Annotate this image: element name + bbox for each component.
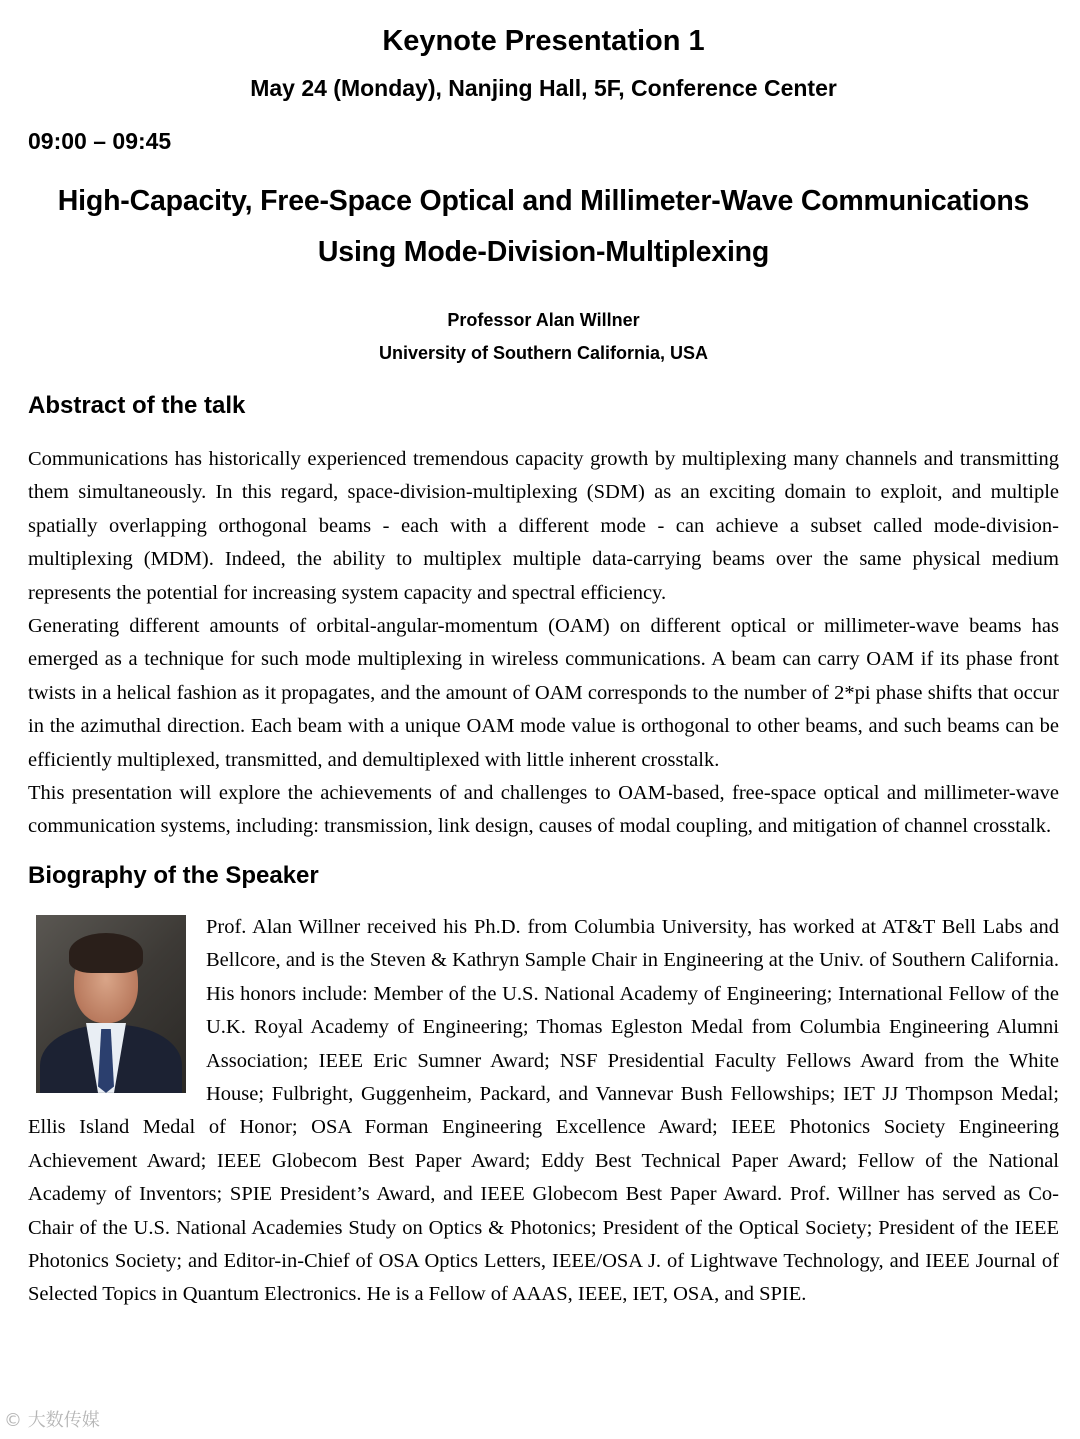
speaker-name: Professor Alan Willner (447, 310, 640, 330)
abstract-paragraph: Generating different amounts of orbital-angular-momentum (OAM) on different optical or millimeter-wave beams has emerged as a technique for such mode multiplexing in wireless communications. A beam can carry OAM if its phase front twists in a helical fashion as it propagates, and the amount of OAM corresponds to the number of 2*pi phase shifts that occur in the azimuthal direction. Each beam with a unique OAM mode value is orthogonal to other beams, and such beams can be efficiently multiplexed, transmitted, and demultiplexed with little inherent crosstalk. (28, 615, 1059, 771)
keynote-page (28, 22, 1059, 1312)
biography-body (28, 911, 1059, 1312)
talk-title (28, 176, 1059, 278)
session-venue: May 24 (Monday), Nanjing Hall, 5F, Conference Center (250, 75, 837, 101)
biography-text: Prof. Alan Willner received his Ph.D. from Columbia University, has worked at AT&T Bell Labs and Bellcore, and is the Steven & Kathryn Sample Chair in Engineering at the Univ. of Southern California. His honors include: Member of the U.S. National Academy of Engineering; International Fellow of the U.K. Royal Academy of Engineering; Thomas Egleston Medal from Columbia Engineering Alumni Association; IEEE Eric Sumner Award; NSF Presidential Faculty Fellows Award from the White House; Fulbright, Guggenheim, Packard, and Vannevar Bush Fellowships; IET JJ Thompson Medal; Ellis Island Medal of Honor; OSA Forman Engineering Excellence Award; IEEE Photonics Society Engineering Achievement Award; IEEE Globecom Best Paper Award; Eddy Best Technical Paper Award; Fellow of the National Academy of Inventors; SPIE President’s Award, and IEEE Globecom Best Paper Award. Prof. Willner has served as Co-Chair of the U.S. National Academies Study on Optics & Photonics; President of the Optical Society; President of the IEEE Photonics Society; and Editor-in-Chief of OSA Optics Letters, IEEE/OSA J. of Lightwave Technology, and IEEE Journal of Selected Topics in Quantum Electronics. He is a Fellow of AAAS, IEEE, IET, OSA, and SPIE. (28, 915, 1059, 1306)
abstract-paragraph: This presentation will explore the achievements of and challenges to OAM-based, free-space optical and millimeter-wave communication systems, including: transmission, link design, causes of modal coupling, and mitigation of channel crosstalk. (28, 782, 1059, 838)
page-title: Keynote Presentation 1 (382, 25, 705, 57)
speaker-portrait-icon (36, 915, 186, 1093)
session-time: 09:00 – 09:45 (28, 128, 172, 154)
speaker-affiliation: University of Southern California, USA (378, 343, 709, 363)
watermark: © 大数传媒 (4, 1410, 100, 1431)
talk-title-line-1: High-Capacity, Free-Space Optical and Millimeter-Wave Communications (57, 185, 1030, 217)
abstract-paragraph: Communications has historically experienced tremendous capacity growth by multiplexing many channels and transmitting them simultaneously. In this regard, space-division-multiplexing (SDM) as an exciting domain to exploit, and multiple spatially overlapping orthogonal beams - each with a different mode - can achieve a subset called mode-division-multiplexing (MDM). Indeed, the ability to multiplex multiple data-carrying beams over the same physical medium represents the potential for increasing system capacity and spectral efficiency. (28, 448, 1059, 604)
biography-heading: Biography of the Speaker (28, 861, 319, 889)
talk-title-line-2: Using Mode-Division-Multiplexing (317, 236, 770, 268)
abstract-heading: Abstract of the talk (28, 392, 246, 419)
abstract-body (28, 443, 1059, 844)
